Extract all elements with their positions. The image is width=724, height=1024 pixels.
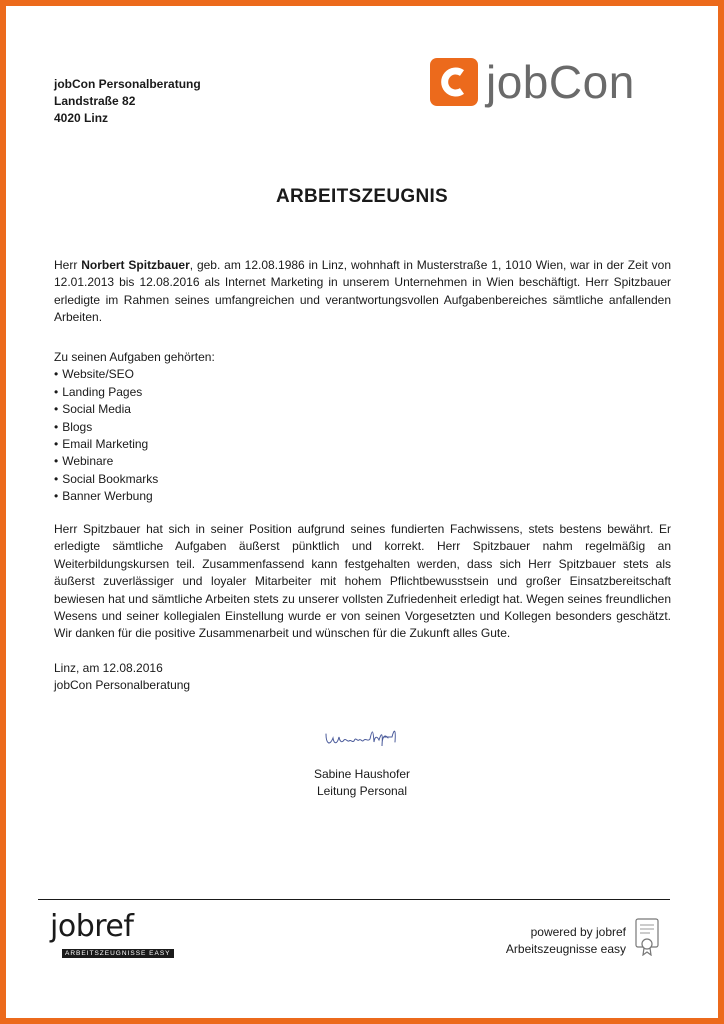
jobcon-logo <box>430 58 635 106</box>
sender-city: 4020 Linz <box>54 111 109 125</box>
tasks-list <box>54 366 671 505</box>
employee-name: Norbert Spitzbauer <box>81 258 190 272</box>
signer-block <box>286 766 438 801</box>
list-item: • Social Bookmarks <box>54 471 671 488</box>
sender-company: jobCon Personalberatung <box>54 77 201 91</box>
tasks-section <box>54 349 671 506</box>
list-item: • Website/SEO <box>54 366 671 383</box>
logo-wordmark: jobCon <box>486 56 635 108</box>
jobref-wordmark: jobref <box>50 909 134 944</box>
document-title: ARBEITSZEUGNIS <box>275 186 449 207</box>
closing-company: jobCon Personalberatung <box>54 678 191 693</box>
intro-pre: Herr <box>54 258 82 272</box>
jobref-tagline: ARBEITSZEUGNISSE EASY <box>62 949 174 958</box>
certificate-icon <box>634 918 660 956</box>
signature <box>322 724 402 754</box>
list-item: • Webinare <box>54 453 671 470</box>
place-date: Linz, am 12.08.2016 <box>54 661 163 675</box>
list-item: • Email Marketing <box>54 436 671 453</box>
list-item: • Banner Werbung <box>54 488 671 505</box>
footer-divider <box>38 899 670 900</box>
signer-name: Sabine Haushofer <box>313 767 411 781</box>
list-item: • Social Media <box>54 401 671 418</box>
powered-line-2: Arbeitszeugnisse easy <box>505 942 626 956</box>
tasks-heading: Zu seinen Aufgaben gehörten: <box>54 350 215 364</box>
powered-line-1: powered by jobref <box>530 925 626 939</box>
sender-street: Landstraße 82 <box>54 94 136 108</box>
sender-address <box>54 76 201 127</box>
closing-block <box>54 660 671 695</box>
intro-paragraph <box>54 257 671 327</box>
jobref-logo <box>50 909 171 960</box>
jobcon-logo-icon <box>430 58 478 106</box>
powered-by <box>506 924 626 958</box>
list-item: • Blogs <box>54 419 671 436</box>
intro-post: , geb. am 12.08.1986 in Linz, wohnhaft in Musterstraße 1, 1010 Wien, war in der Zeit von 12.01.2013 bis 12.08.2016 als Internet Marketing in unserem Unternehmen in Wien beschäftigt. Herr Spitzbauer erledigte im Rahmen seines umfangreichen und verantwortungsvollen Aufgabenbereiches sämtliche anfallenden Arbeiten. <box>54 258 672 325</box>
signer-role: Leitung Personal <box>316 784 408 799</box>
list-item: • Landing Pages <box>54 384 671 401</box>
assessment-paragraph: Herr Spitzbauer hat sich in seiner Position aufgrund seines fundierten Fachwissens, stets bestens bewährt. Er erledigte sämtliche Aufgaben äußerst pünktlich und korrekt. Herr Spitzbauer nahm regelmäßig an Weiterbildungskursen teil. Zusammenfassend kann festgehalten werden, dass sich Herr Spitzbauer stets als äußerst zuverlässiger und loyaler Mitarbeiter mit hohem Pflichtbewusstsein und großer Einsatzbereitschaft bewiesen hat und sämtliche Arbeiten stets zu unserer vollsten Zufriedenheit erledigt hat. Wegen seines freundlichen Wesens und seiner kollegialen Einstellung wurde er von seinen Vorgesetzten und Kollegen besonders geschätzt. Wir danken für die positive Zusammenarbeit und wünschen für die Zukunft alles Gute. <box>54 522 671 641</box>
